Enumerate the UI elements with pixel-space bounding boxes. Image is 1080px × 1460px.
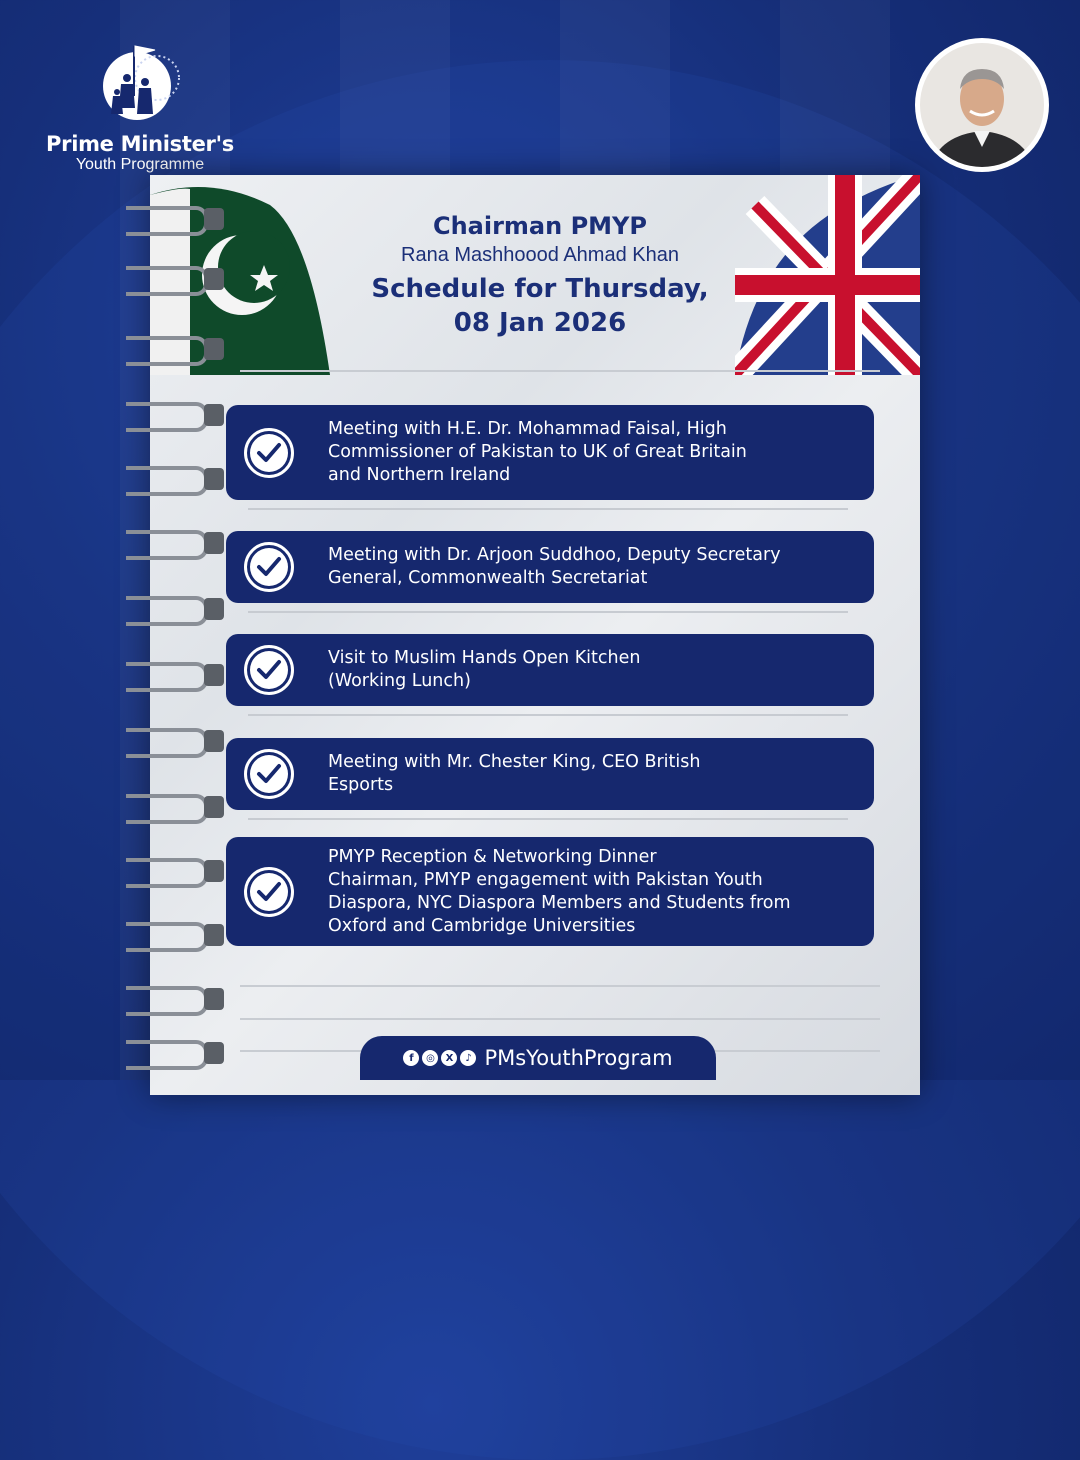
- portrait-image: [920, 43, 1044, 167]
- brand-title: Prime Minister's: [46, 132, 234, 156]
- item-text-line: Visit to Muslim Hands Open Kitchen: [328, 648, 641, 668]
- pmyp-emblem-icon: [97, 38, 183, 124]
- checkmark-icon: [244, 542, 294, 592]
- schedule-line2: 08 Jan 2026: [453, 307, 627, 338]
- pmyp-logo: [30, 38, 250, 174]
- checkmark-icon: [244, 749, 294, 799]
- item-underline: [248, 508, 848, 510]
- item-text-line: Meeting with Dr. Arjoon Suddhoo, Deputy Secretary: [328, 545, 781, 565]
- social-handle[interactable]: PMsYouthProgram: [484, 1046, 673, 1070]
- tiktok-icon[interactable]: ♪: [460, 1050, 476, 1066]
- checkmark-icon: [244, 645, 294, 695]
- item-text-line: Diaspora, NYC Diaspora Members and Students from: [328, 892, 791, 913]
- item-text-line: (Working Lunch): [328, 671, 471, 691]
- brand-subtitle: Youth Programme: [75, 156, 205, 173]
- item-text-line: Oxford and Cambridge Universities: [328, 915, 636, 936]
- notebook-rule: [240, 370, 880, 372]
- schedule-item-5: [226, 837, 874, 946]
- x-icon[interactable]: X: [441, 1050, 457, 1066]
- avatar: [915, 38, 1049, 172]
- instagram-icon[interactable]: ◎: [422, 1050, 438, 1066]
- item-text-line: General, Commonwealth Secretariat: [328, 568, 648, 588]
- facebook-icon[interactable]: f: [403, 1050, 419, 1066]
- checkmark-icon: [244, 867, 294, 917]
- schedule-header: [300, 212, 780, 341]
- item-text-line: and Northern Ireland: [328, 465, 511, 485]
- schedule-line1: Schedule for Thursday,: [371, 274, 709, 304]
- item-text-line: Meeting with Mr. Chester King, CEO British: [328, 752, 701, 772]
- item-text-line: Meeting with H.E. Dr. Mohammad Faisal, High: [328, 419, 727, 439]
- schedule-date: [300, 273, 780, 341]
- item-text-line: Esports: [328, 775, 394, 795]
- header-title: Chairman PMYP: [432, 212, 648, 240]
- social-footer: [360, 1036, 716, 1080]
- item-underline: [248, 611, 848, 613]
- item-underline: [248, 818, 848, 820]
- notebook-rule: [240, 985, 880, 987]
- notebook-rule: [240, 1018, 880, 1020]
- schedule-item-3: [226, 634, 874, 706]
- header-name: Rana Mashhoood Ahmad Khan: [401, 244, 679, 266]
- schedule-item-2: [226, 531, 874, 603]
- schedule-item-1: [226, 405, 874, 500]
- checkmark-icon: [244, 428, 294, 478]
- item-underline: [248, 714, 848, 716]
- item-text-line: Chairman, PMYP engagement with Pakistan Youth: [328, 869, 763, 890]
- item-text-line: Commissioner of Pakistan to UK of Great Britain: [328, 442, 747, 462]
- item-text-line: PMYP Reception & Networking Dinner: [328, 846, 657, 867]
- schedule-item-4: [226, 738, 874, 810]
